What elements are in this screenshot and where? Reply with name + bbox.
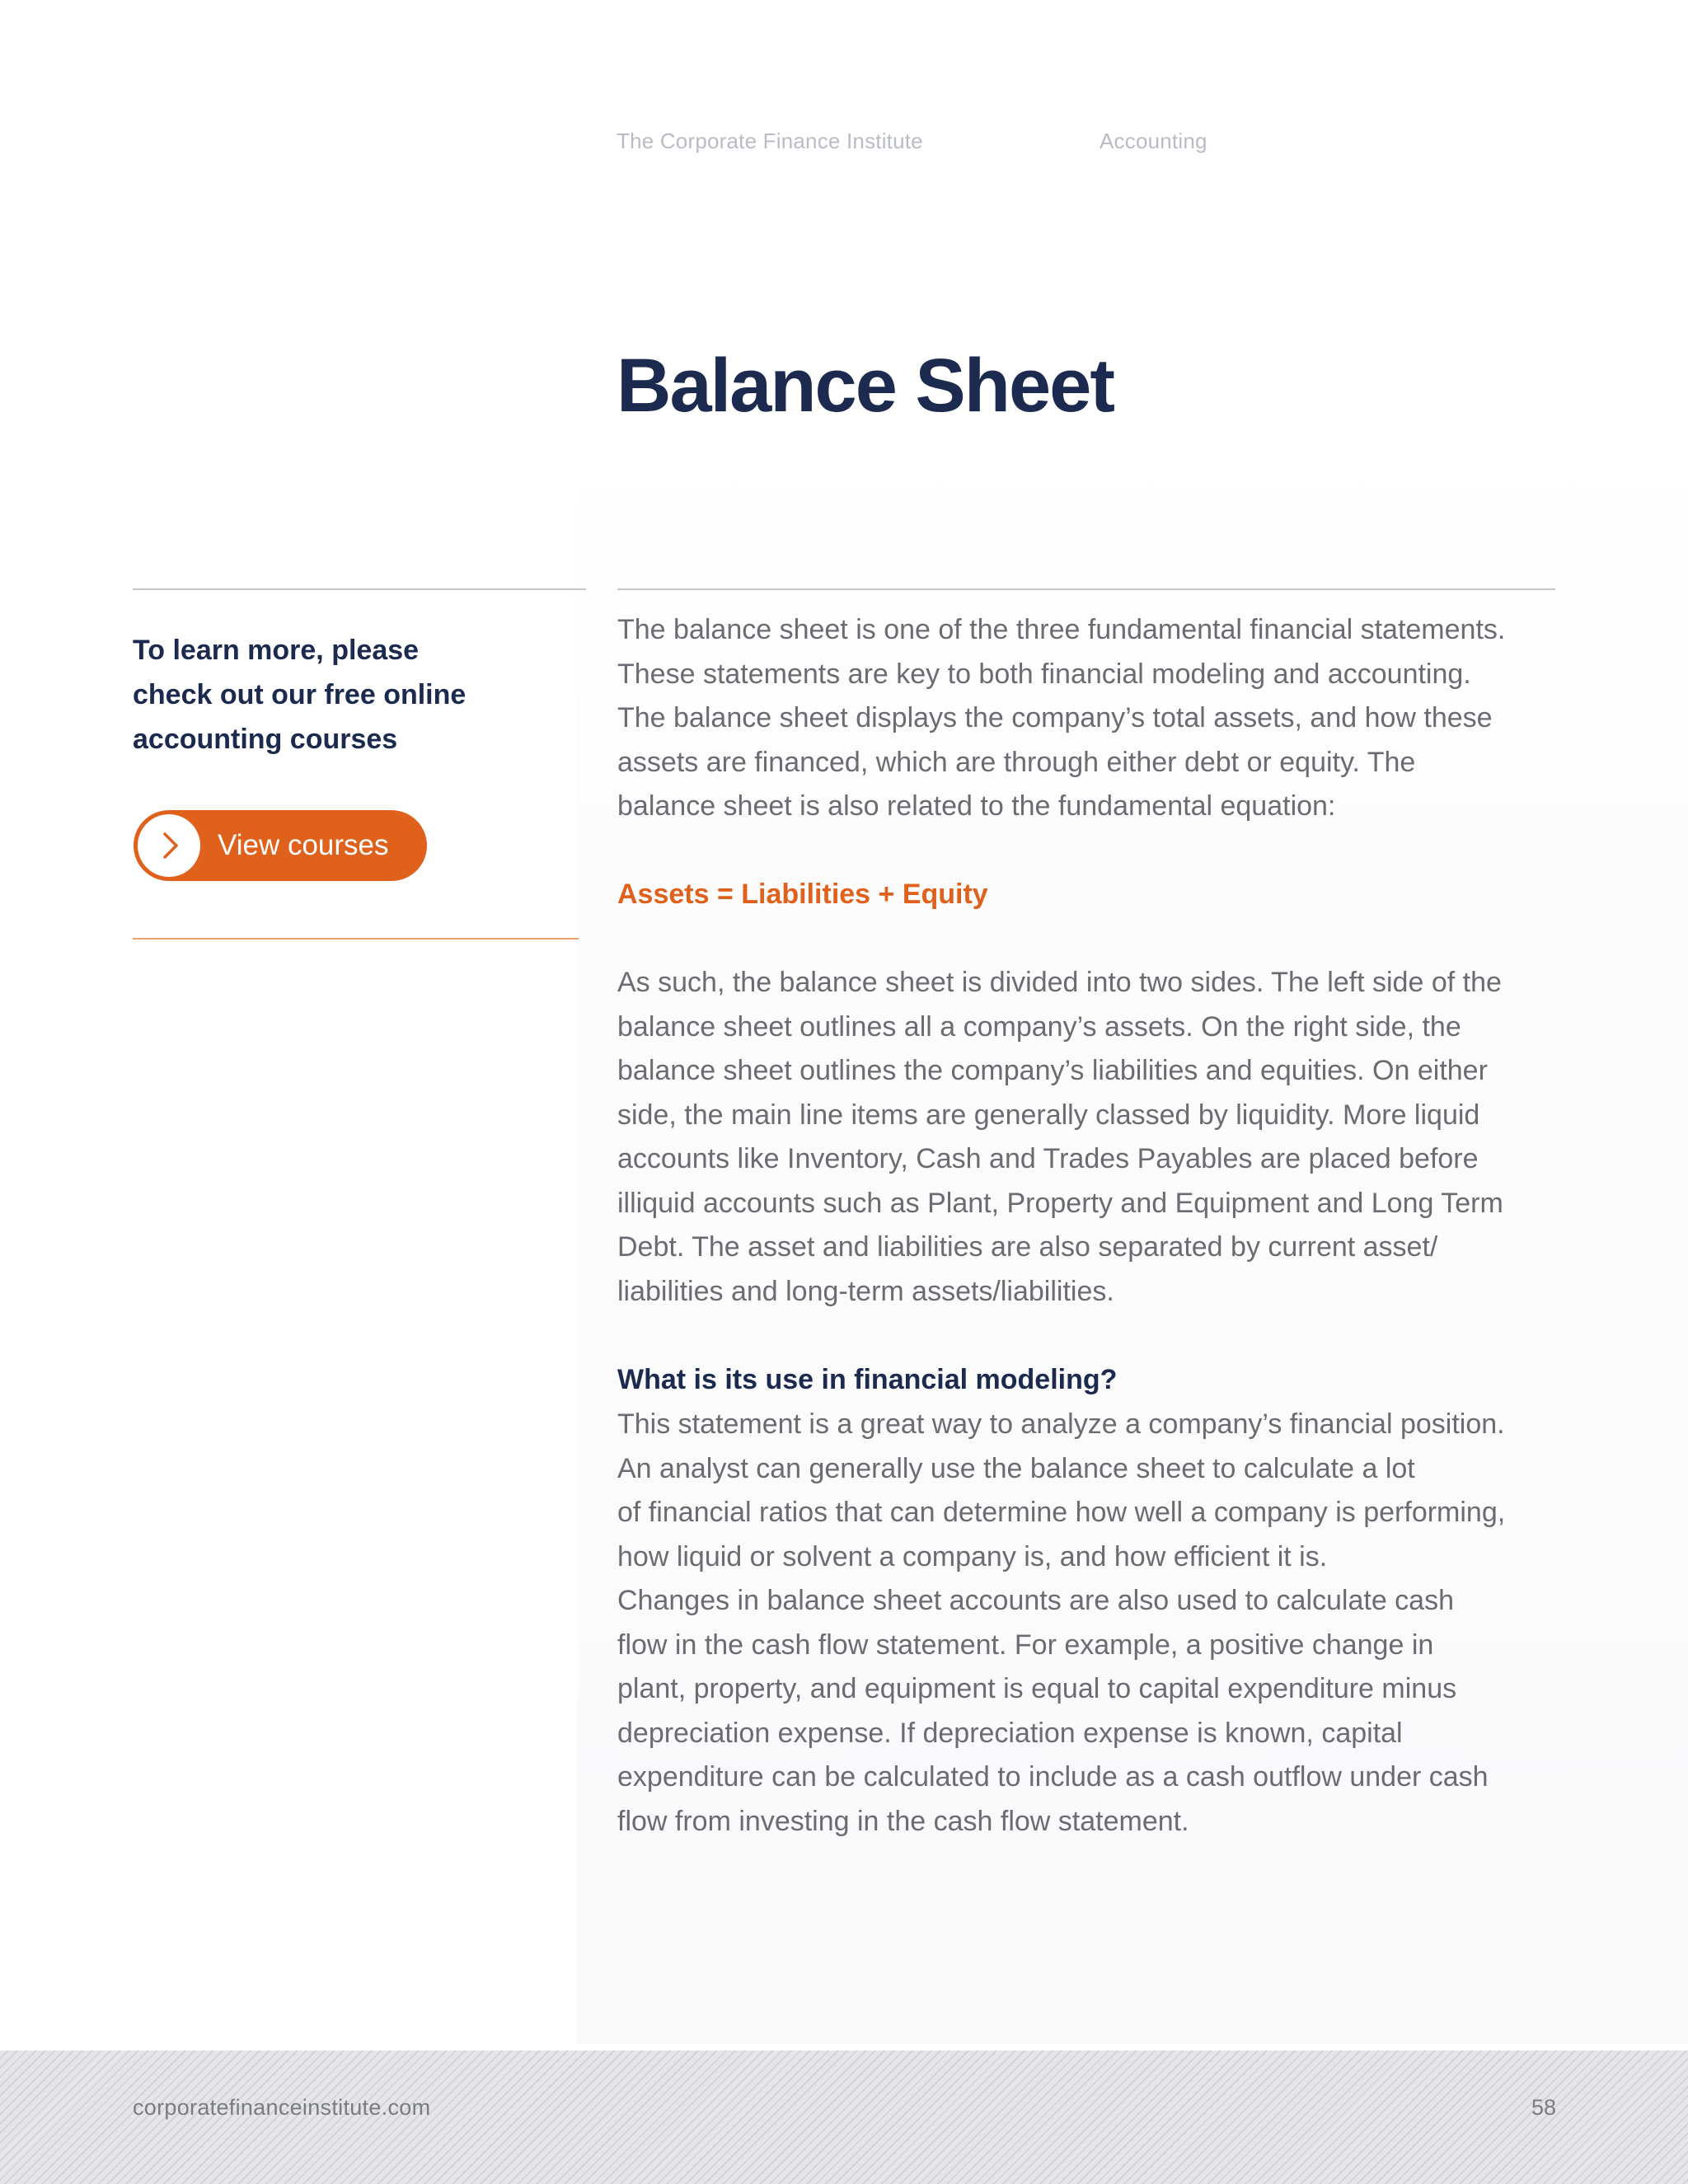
text-line: balance sheet outlines the company’s liabilities and equities. On either — [617, 1055, 1488, 1086]
text-line: As such, the balance sheet is divided into two sides. The left side of the — [617, 967, 1502, 998]
page-title: Balance Sheet — [617, 344, 1114, 428]
text-line: The balance sheet displays the company’s total assets, and how these — [617, 702, 1493, 733]
chevron-right-icon — [138, 814, 200, 877]
text-line: The balance sheet is one of the three fundamental financial statements. — [617, 614, 1506, 645]
text-line: balance sheet outlines all a company’s assets. On the right side, the — [617, 1010, 1461, 1043]
text-line: depreciation expense. If depreciation expense is known, capital — [617, 1717, 1403, 1749]
paragraph-financial-modeling — [617, 1403, 1565, 1844]
text-line: flow in the cash flow statement. For example, a positive change in — [617, 1629, 1434, 1661]
text-line: flow from investing in the cash flow statement. — [617, 1805, 1189, 1837]
text-line: of financial ratios that can determine how well a company is performing, — [617, 1497, 1506, 1528]
sidebar-divider-top — [133, 588, 586, 590]
text-line: liabilities and long-term assets/liabilities. — [617, 1275, 1114, 1307]
text-line: These statements are key to both financial modeling and accounting. — [617, 658, 1471, 690]
promo-text: To learn more, please check out our free online accounting courses — [133, 635, 467, 755]
footer-url: corporatefinanceinstitute.com — [133, 2095, 431, 2120]
view-courses-button[interactable] — [134, 810, 427, 881]
page-number: 58 — [1531, 2095, 1556, 2120]
text-line: accounts like Inventory, Cash and Trades Payables are placed before — [617, 1143, 1479, 1174]
content-divider-top — [617, 588, 1555, 590]
text-line: Changes in balance sheet accounts are also used to calculate cash — [617, 1585, 1454, 1616]
text-line: This statement is a great way to analyze a company’s financial position. — [617, 1408, 1505, 1440]
paragraph-two-sides — [617, 961, 1565, 1314]
page-footer — [0, 2050, 1688, 2184]
text-line: assets are financed, which are through either debt or equity. The — [617, 746, 1416, 778]
text-line: An analyst can generally use the balance sheet to calculate a lot — [617, 1452, 1415, 1484]
text-line: Debt. The asset and liabilities are also separated by current asset/ — [617, 1231, 1438, 1263]
text-line: how liquid or solvent a company is, and how efficient it is. — [617, 1540, 1328, 1572]
running-head-publisher: The Corporate Finance Institute — [617, 129, 923, 153]
text-line: plant, property, and equipment is equal to capital expenditure minus — [617, 1673, 1457, 1704]
text-line: side, the main line items are generally classed by liquidity. More liquid — [617, 1099, 1480, 1131]
text-line: balance sheet is also related to the fundamental equation: — [617, 790, 1336, 822]
paragraph-intro — [617, 608, 1565, 829]
view-courses-label: View courses — [218, 829, 389, 861]
sidebar-divider-bottom — [133, 938, 579, 940]
text-line: expenditure can be calculated to include as a cash outflow under cash — [617, 1761, 1489, 1793]
accounting-equation: Assets = Liabilities + Equity — [617, 879, 988, 910]
section-subheading: What is its use in financial modeling? — [617, 1364, 1118, 1395]
text-line: illiquid accounts such as Plant, Property and Equipment and Long Term — [617, 1187, 1503, 1219]
running-head-section: Accounting — [1100, 129, 1207, 153]
